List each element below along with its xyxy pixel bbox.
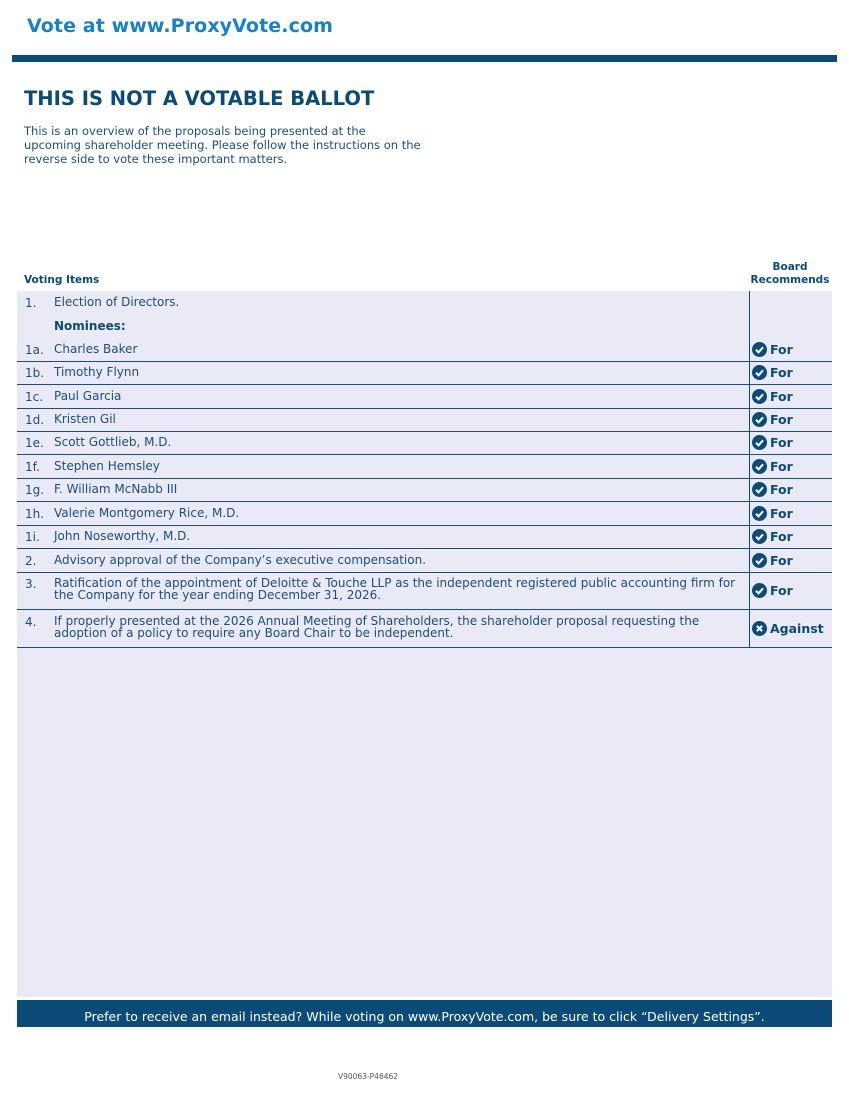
check-circle-icon	[752, 389, 767, 404]
recommendation	[752, 342, 793, 357]
recommendation	[752, 365, 793, 380]
check-circle-icon	[752, 435, 767, 450]
item-number: 2.	[25, 554, 37, 568]
voting-row-1d	[17, 409, 832, 432]
recommendation	[752, 529, 793, 544]
item-number: 1b.	[25, 366, 45, 380]
check-circle-icon	[752, 482, 767, 497]
item-text: If properly presented at the 2026 Annual Meeting of Shareholders, the shareholder proposal requesting the adoption of a policy to require any Board Chair to be independent.	[54, 614, 700, 640]
voting-row-1	[17, 291, 832, 314]
recommendation	[752, 389, 793, 404]
item-text: Ratification of the appointment of Deloitte & Touche LLP as the independent registered public accounting firm for the Company for the year ending December 31, 2026.	[54, 576, 736, 602]
voting-row-1g	[17, 479, 832, 502]
recommendation-label: For	[770, 412, 793, 427]
voting-row-1c	[17, 385, 832, 409]
item-number: 4.	[25, 615, 37, 629]
item-text: John Noseworthy, M.D.	[54, 529, 191, 543]
item-number: 1d.	[25, 413, 45, 427]
recommendation-label: For	[770, 553, 793, 568]
check-circle-icon	[752, 529, 767, 544]
proxyvote-link[interactable]: Vote at www.ProxyVote.com	[27, 15, 333, 37]
recommendation	[752, 412, 793, 427]
voting-row-1e	[17, 432, 832, 455]
item-number: 1c.	[25, 390, 44, 404]
intro-text: This is an overview of the proposals being presented at the upcoming shareholder meeting. Please follow the instructions on the reverse side to vote these important matters.	[24, 124, 421, 166]
item-number: 1f.	[25, 460, 40, 474]
recommendation	[752, 459, 793, 474]
item-number: 1i.	[25, 530, 40, 544]
recommendation	[752, 506, 793, 521]
recommendation	[752, 553, 793, 568]
recommendation-label: For	[770, 389, 793, 404]
recommendation-label: For	[770, 435, 793, 450]
voting-row-1f	[17, 455, 832, 479]
check-circle-icon	[752, 553, 767, 568]
item-number: 3.	[25, 577, 37, 591]
item-text: Election of Directors.	[54, 295, 180, 309]
voting-items-header: Voting Items	[24, 274, 100, 286]
delivery-settings-banner: Prefer to receive an email instead? While voting on www.ProxyVote.com, be sure to click “Delivery Settings”.	[17, 1000, 832, 1027]
recommendation	[752, 482, 793, 497]
item-text: Valerie Montgomery Rice, M.D.	[54, 506, 240, 520]
item-text: Paul Garcia	[54, 389, 122, 403]
check-circle-icon	[752, 459, 767, 474]
item-text: Charles Baker	[54, 342, 138, 356]
recommendation-label: For	[770, 482, 793, 497]
check-circle-icon	[752, 342, 767, 357]
recommendation-label: For	[770, 365, 793, 380]
page-title: THIS IS NOT A VOTABLE BALLOT	[24, 87, 375, 110]
recommendation	[752, 583, 793, 598]
recommendation-label: Against	[770, 621, 824, 636]
header-rule	[12, 55, 837, 62]
recommendation-label: For	[770, 459, 793, 474]
item-number: 1.	[25, 296, 37, 310]
check-circle-icon	[752, 506, 767, 521]
item-text: Scott Gottlieb, M.D.	[54, 435, 172, 449]
voting-row-1h	[17, 502, 832, 526]
item-number: 1e.	[25, 436, 44, 450]
board-recommends-header: Board Recommends	[750, 261, 830, 286]
recommendation-label: For	[770, 583, 793, 598]
recommendation	[752, 435, 793, 450]
nominees-label: Nominees:	[54, 319, 126, 333]
item-text: Advisory approval of the Company’s executive compensation.	[54, 553, 427, 567]
item-text: F. William McNabb III	[54, 482, 178, 496]
voting-row-2	[17, 549, 832, 573]
recommendation	[752, 621, 824, 636]
voting-row-4	[17, 610, 832, 648]
check-circle-icon	[752, 412, 767, 427]
voting-row-1b	[17, 362, 832, 385]
check-circle-icon	[752, 583, 767, 598]
voting-row-1a	[17, 338, 832, 362]
x-circle-icon	[752, 621, 767, 636]
recommendation-label: For	[770, 506, 793, 521]
item-text: Timothy Flynn	[54, 365, 140, 379]
item-text: Kristen Gil	[54, 412, 116, 426]
item-number: 1h.	[25, 507, 45, 521]
voting-row-1i	[17, 526, 832, 549]
nominees-label-row	[17, 314, 832, 338]
document-code: V90063-P46462	[337, 1072, 399, 1081]
item-text: Stephen Hemsley	[54, 459, 160, 473]
voting-row-3	[17, 573, 832, 610]
recommendation-label: For	[770, 529, 793, 544]
recommendation-label: For	[770, 342, 793, 357]
check-circle-icon	[752, 365, 767, 380]
item-number: 1a.	[25, 343, 44, 357]
item-number: 1g.	[25, 483, 45, 497]
